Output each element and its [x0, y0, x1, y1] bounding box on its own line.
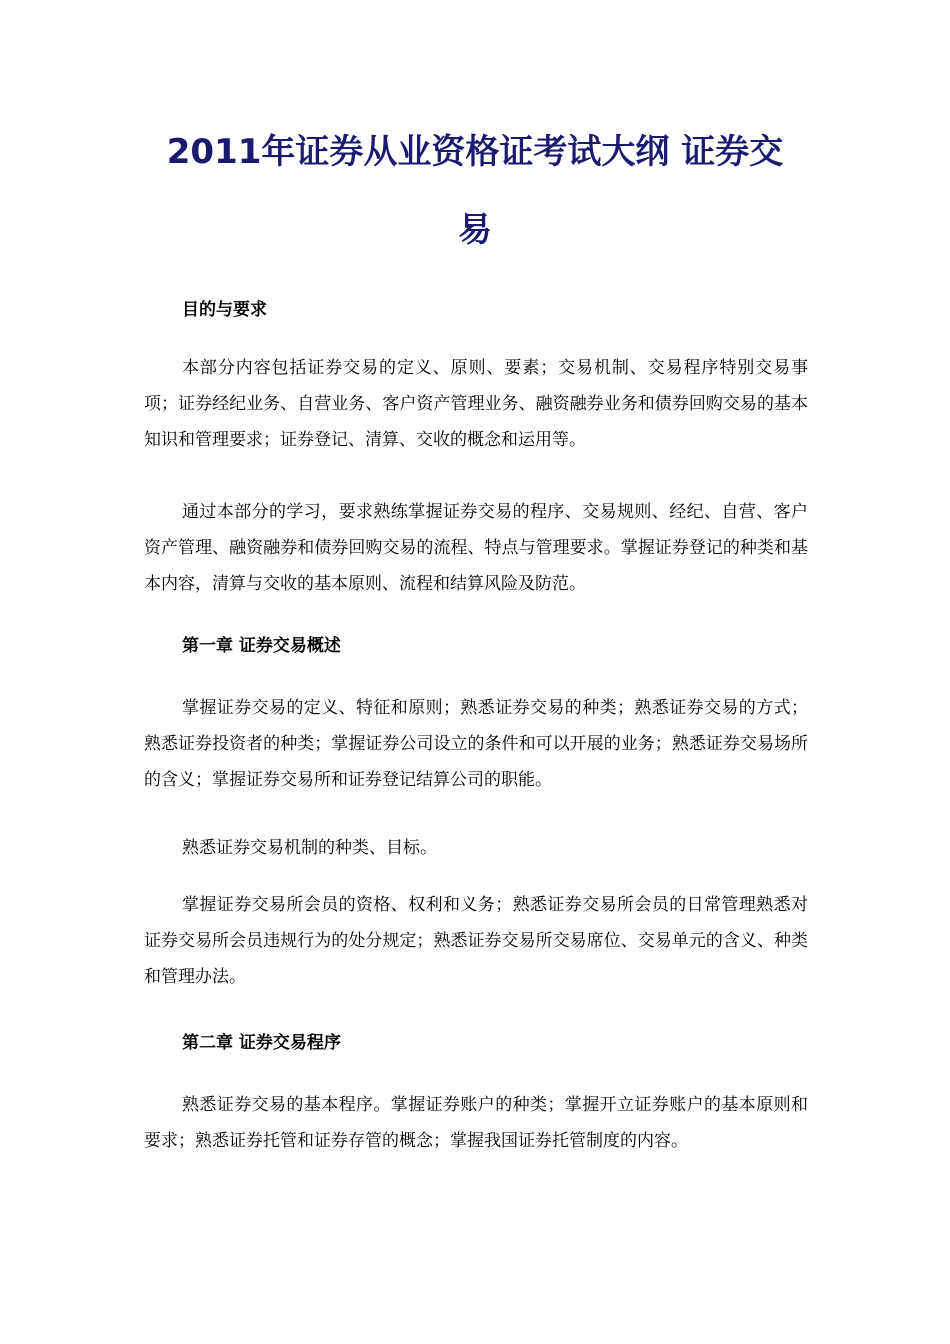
paragraph: 掌握证券交易所会员的资格、权利和义务；熟悉证券交易所会员的日常管理熟悉对证券交易所会员违规行为的处分规定；熟悉证券交易所交易席位、交易单元的含义、种类和管理办法。 [144, 895, 808, 987]
paragraph: 熟悉证券交易的基本程序。掌握证券账户的种类；掌握开立证券账户的基本原则和要求；熟悉证券托管和证券存管的概念；掌握我国证券托管制度的内容。 [144, 1095, 808, 1151]
document-title-line-2: 易 [458, 210, 492, 250]
section-heading-chapter-1: 第一章 证券交易概述 [182, 636, 341, 656]
section-heading-objectives: 目的与要求 [182, 300, 267, 320]
document-title-line-1: 2011年证券从业资格证考试大纲 证券交 [166, 132, 784, 172]
paragraph: 通过本部分的学习，要求熟练掌握证券交易的程序、交易规则、经纪、自营、客户资产管理、融资融券和债券回购交易的流程、特点与管理要求。掌握证券登记的种类和基本内容，清算与交收的基本原则、流程和结算风险及防范。 [144, 502, 808, 594]
section-heading-chapter-2: 第二章 证券交易程序 [182, 1033, 341, 1053]
paragraph: 熟悉证券交易机制的种类、目标。 [182, 838, 437, 858]
paragraph: 掌握证券交易的定义、特征和原则；熟悉证券交易的种类；熟悉证券交易的方式；熟悉证券投资者的种类；掌握证券公司设立的条件和可以开展的业务；熟悉证券交易场所的含义；掌握证券交易所和证券登记结算公司的职能。 [144, 698, 808, 790]
paragraph: 本部分内容包括证券交易的定义、原则、要素；交易机制、交易程序特别交易事项；证券经纪业务、自营业务、客户资产管理业务、融资融券业务和债券回购交易的基本知识和管理要求；证券登记、清算、交收的概念和运用等。 [144, 358, 808, 450]
